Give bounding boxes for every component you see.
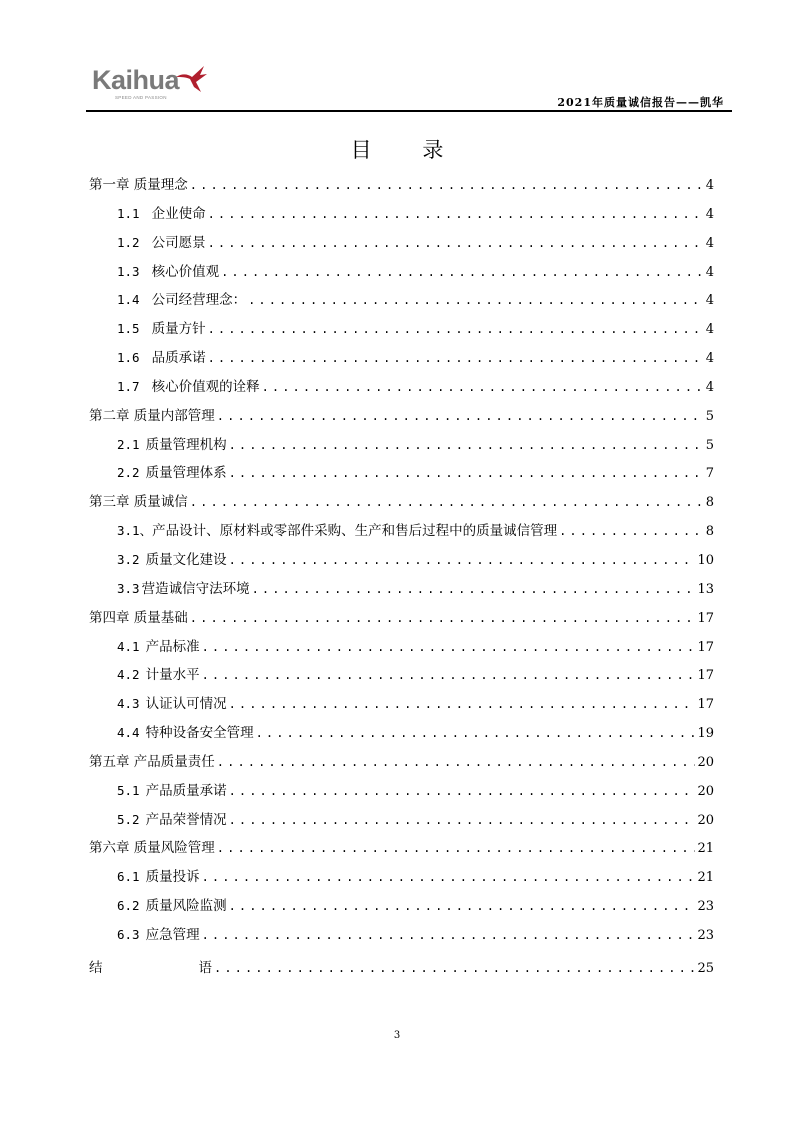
toc-page-number: 20 (697, 754, 714, 770)
toc-entry-1-1[interactable] (89, 200, 714, 229)
toc-section-number: 4.1 (117, 638, 140, 654)
toc-entry-label: 品质承诺 (151, 350, 206, 367)
toc-section-number: 4.2 (117, 667, 140, 683)
toc-entry-label: 计量水平 (145, 667, 200, 684)
toc-page-number: 7 (705, 466, 714, 482)
toc-page-number: 8 (705, 495, 714, 511)
toc-dot-leader (229, 546, 696, 574)
logo-wordmark: Kaihua (92, 65, 180, 95)
toc-entry-2-1[interactable] (89, 431, 714, 460)
toc-entry-chapter-6[interactable] (89, 834, 714, 863)
toc-page-number: 4 (705, 351, 714, 367)
toc-entry-3-2[interactable] (89, 546, 714, 575)
toc-dot-leader (229, 806, 696, 834)
toc-entry-4-3[interactable] (89, 690, 714, 719)
toc-entry-label: 质量管理体系 (145, 465, 227, 482)
toc-entry-3-3[interactable] (89, 575, 714, 604)
toc-entry-1-2[interactable] (89, 229, 714, 258)
toc-dot-leader (229, 459, 702, 487)
toc-page-number: 23 (697, 927, 714, 943)
toc-entry-label: 核心价值观 (151, 263, 220, 280)
toc-entry-chapter-2[interactable] (89, 402, 714, 431)
toc-page-number: 23 (697, 899, 714, 915)
toc-section-number: 1.4 (117, 292, 140, 308)
toc-page-number: 19 (697, 726, 714, 742)
toc-entry-label: 特种设备安全管理 (145, 725, 254, 742)
toc-page-number: 17 (697, 697, 714, 713)
toc-entry-1-7[interactable] (89, 373, 714, 402)
toc-entry-conclusion[interactable] (89, 954, 714, 983)
toc-section-number: 1.3 (117, 263, 140, 279)
toc-dot-leader (256, 719, 696, 747)
toc-entry-6-1[interactable] (89, 863, 714, 892)
toc-entry-label: 第五章 产品质量责任 (89, 753, 215, 770)
toc-page-number: 4 (705, 293, 714, 309)
toc-dot-leader (208, 200, 702, 228)
toc-entry-label: 产品质量承诺 (145, 782, 227, 799)
toc-entry-label: 企业使命 (151, 205, 206, 222)
toc-entry-label-part2: 语 (198, 959, 212, 976)
company-logo (92, 63, 212, 103)
toc-page-number: 13 (697, 581, 714, 597)
toc-section-number: 5.2 (117, 811, 140, 827)
toc-entry-label: 产品设计、原材料或零部件采购、生产和售后过程中的质量诚信管理 (152, 523, 558, 540)
toc-section-number: 4.3 (117, 696, 140, 712)
toc-dot-leader (229, 777, 696, 805)
toc-page-number: 17 (697, 668, 714, 684)
toc-entry-label: 营造诚信守法环境 (141, 580, 250, 597)
toc-dot-leader (208, 344, 702, 372)
toc-entry-3-1[interactable] (89, 517, 714, 546)
toc-section-number: 2.2 (117, 465, 140, 481)
toc-page-number: 4 (705, 206, 714, 222)
toc-entry-label: 第二章 质量内部管理 (89, 407, 215, 424)
toc-entry-2-2[interactable] (89, 459, 714, 488)
toc-entry-1-4[interactable] (89, 286, 714, 315)
toc-dot-leader (208, 229, 702, 257)
toc-dot-leader (202, 863, 696, 891)
toc-dot-leader (190, 171, 702, 199)
toc-section-number: 4.4 (117, 725, 140, 741)
toc-entry-1-6[interactable] (89, 344, 714, 373)
toc-dot-leader (229, 431, 702, 459)
toc-section-number: 1.7 (117, 378, 140, 394)
toc-page-number: 20 (697, 812, 714, 828)
report-header-title: 2021年质量诚信报告——凯华 (557, 96, 724, 109)
toc-section-number: 3.3 (117, 580, 140, 596)
toc-page-number: 4 (705, 322, 714, 338)
hummingbird-logo-icon (174, 65, 208, 93)
header-divider (86, 110, 732, 112)
toc-entry-chapter-5[interactable] (89, 748, 714, 777)
toc-page-number: 17 (697, 639, 714, 655)
toc-entry-label: 核心价值观的诠释 (151, 378, 260, 395)
toc-page-number: 4 (705, 235, 714, 251)
toc-dot-leader (217, 748, 696, 776)
toc-entry-label: 公司经营理念： (151, 292, 247, 309)
toc-dot-leader (202, 921, 696, 949)
toc-dot-leader (208, 315, 702, 343)
toc-dot-leader (221, 258, 702, 286)
toc-section-number: 1.2 (117, 234, 140, 250)
toc-page-number: 21 (697, 841, 714, 857)
toc-dot-leader (214, 954, 695, 982)
toc-entry-label: 质量管理机构 (145, 436, 227, 453)
toc-page-number: 8 (705, 524, 714, 540)
table-of-contents (89, 171, 714, 983)
page-number: 3 (393, 1030, 401, 1041)
toc-page-number: 4 (705, 178, 714, 193)
toc-entry-label: 产品荣誉情况 (145, 811, 227, 828)
toc-page-number: 4 (705, 379, 714, 395)
toc-dot-leader (217, 834, 696, 862)
toc-page-number: 25 (697, 960, 714, 976)
toc-entry-label: 第四章 质量基础 (89, 609, 188, 626)
toc-entry-chapter-4[interactable] (89, 604, 714, 633)
toc-page-number: 4 (705, 264, 714, 280)
toc-page-number: 10 (697, 552, 714, 568)
toc-entry-label: 质量投诉 (145, 869, 200, 886)
toc-section-number: 6.2 (117, 898, 140, 914)
toc-entry-6-3[interactable] (89, 921, 714, 950)
toc-entry-label: 质量方针 (151, 321, 206, 338)
toc-dot-leader (190, 488, 702, 516)
toc-page-number: 5 (705, 408, 714, 424)
toc-dot-leader (202, 661, 696, 689)
toc-entry-4-2[interactable] (89, 661, 714, 690)
toc-entry-6-2[interactable] (89, 892, 714, 921)
toc-entry-4-1[interactable] (89, 633, 714, 662)
toc-entry-label: 应急管理 (145, 926, 200, 943)
toc-dot-leader (190, 604, 696, 632)
toc-entry-1-5[interactable] (89, 315, 714, 344)
toc-section-number: 6.3 (117, 926, 140, 942)
toc-entry-label: 质量风险监测 (145, 898, 227, 915)
toc-entry-chapter-3[interactable] (89, 488, 714, 517)
toc-page-number: 17 (697, 610, 714, 626)
toc-entry-label: 第一章 质量理念 (89, 177, 188, 193)
toc-heading: 目 录 (350, 138, 466, 162)
toc-section-number: 1.5 (117, 321, 140, 337)
toc-entry-1-3[interactable] (89, 258, 714, 287)
toc-dot-leader (559, 517, 702, 545)
toc-entry-label-part1: 结 (89, 959, 103, 976)
toc-dot-leader (229, 892, 696, 920)
toc-entry-label: 第六章 质量风险管理 (89, 840, 215, 857)
toc-entry-label: 公司愿景 (151, 234, 206, 251)
toc-page-number: 5 (705, 437, 714, 453)
toc-entry-label: 第三章 质量诚信 (89, 494, 188, 511)
toc-dot-leader (229, 690, 696, 718)
toc-dot-leader (202, 633, 696, 661)
toc-entry-4-4[interactable] (89, 719, 714, 748)
toc-entry-5-2[interactable] (89, 806, 714, 835)
toc-section-number: 6.1 (117, 869, 140, 885)
toc-section-number: 2.1 (117, 436, 140, 452)
logo-tagline: SPEED AND PASSION (115, 95, 167, 100)
toc-entry-5-1[interactable] (89, 777, 714, 806)
toc-section-number: 3.2 (117, 551, 140, 567)
toc-section-number: 5.1 (117, 782, 140, 798)
toc-entry-label: 产品标准 (145, 638, 200, 655)
toc-dot-leader (248, 286, 702, 314)
toc-dot-leader (262, 373, 702, 401)
toc-entry-label: 认证认可情况 (145, 696, 227, 713)
toc-section-number: 1.1 (117, 205, 140, 221)
toc-section-number: 3.1、 (117, 523, 153, 539)
toc-dot-leader (217, 402, 702, 430)
toc-page-number: 21 (697, 870, 714, 886)
toc-section-number: 1.6 (117, 350, 140, 366)
toc-entry-chapter-1[interactable] (89, 171, 714, 200)
toc-dot-leader (252, 575, 696, 603)
toc-page-number: 20 (697, 783, 714, 799)
toc-entry-label: 质量文化建设 (145, 551, 227, 568)
